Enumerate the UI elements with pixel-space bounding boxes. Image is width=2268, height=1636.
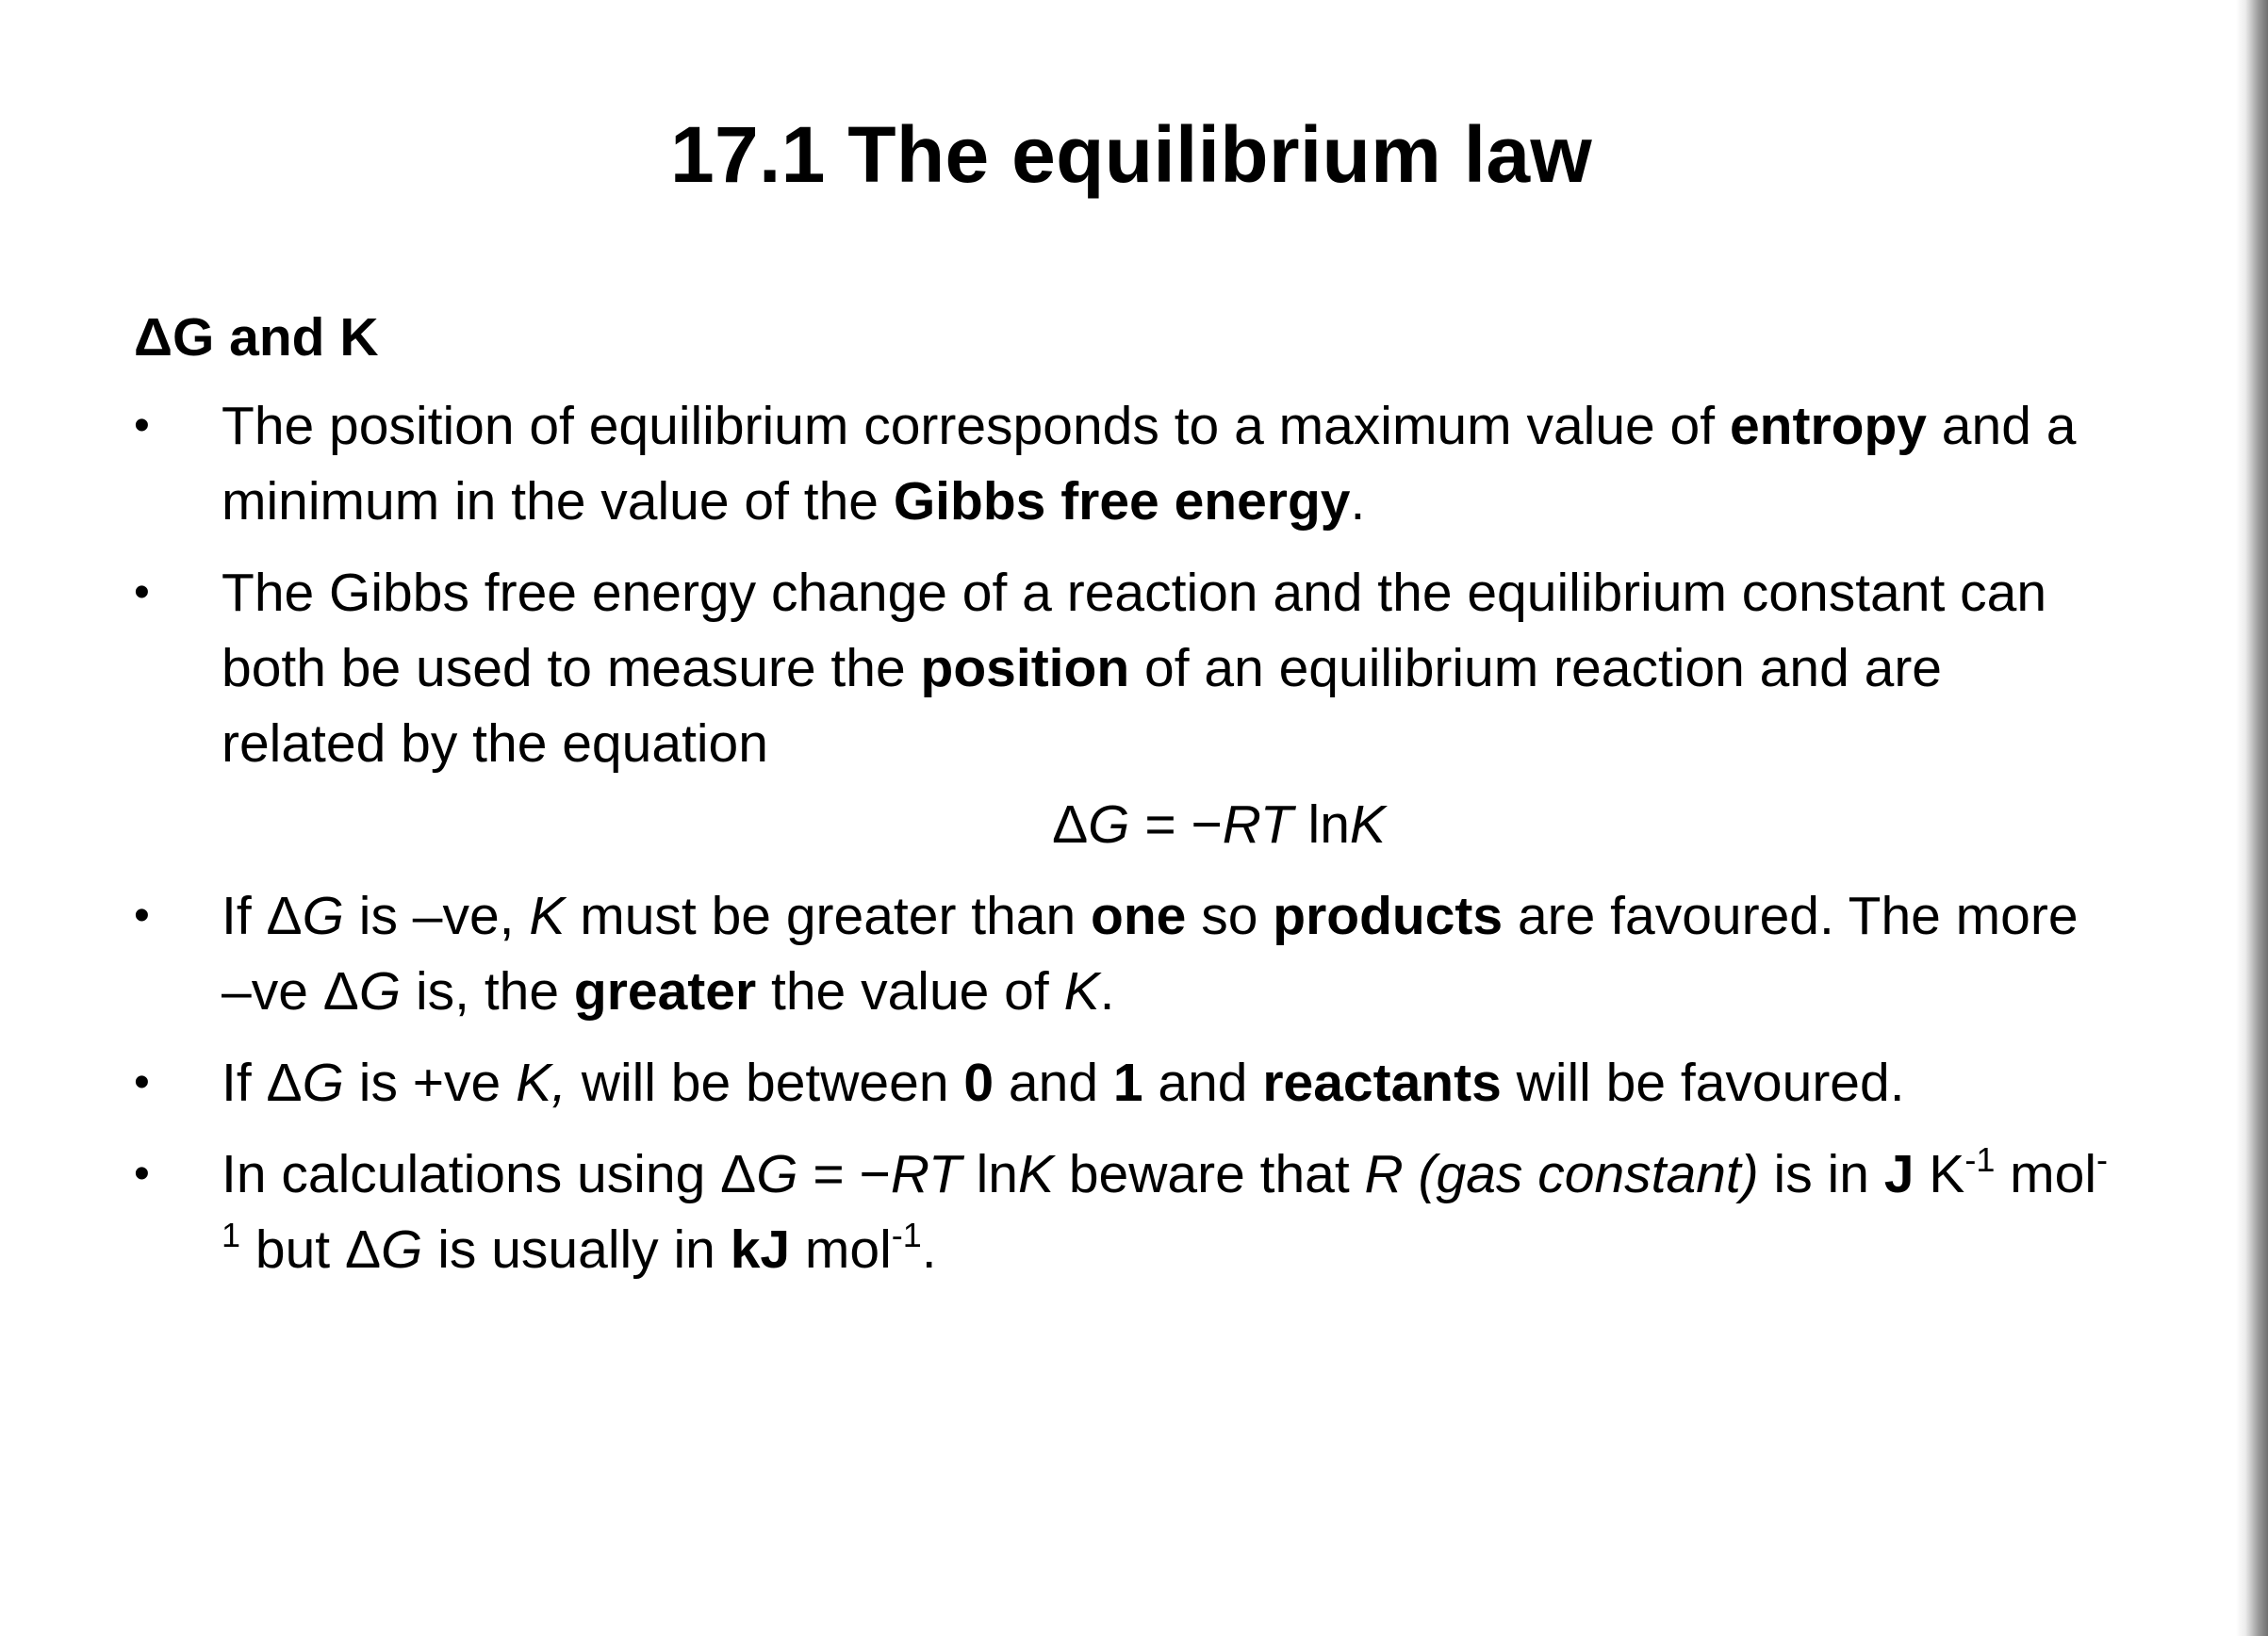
- bullet-text: is usually in: [422, 1219, 731, 1280]
- bullet-text: beware that: [1054, 1144, 1365, 1204]
- italic-gas-constant: R (gas constant): [1364, 1144, 1759, 1204]
- bullet-item-entropy: [134, 388, 2113, 539]
- bullet-text: .: [921, 1219, 937, 1280]
- bold-term-zero: 0: [963, 1053, 994, 1113]
- bullet-text: will be between: [566, 1053, 964, 1113]
- bold-term-gibbs-free-energy: Gibbs free energy: [893, 471, 1351, 532]
- italic-symbol: G: [756, 1144, 798, 1204]
- equation-k: K: [1349, 794, 1386, 855]
- bullet-icon: •: [134, 1057, 150, 1107]
- bold-term-entropy: entropy: [1729, 396, 1927, 456]
- italic-symbol: G: [381, 1219, 423, 1280]
- bullet-item-negative-delta-g: [134, 878, 2113, 1029]
- bullet-icon: •: [134, 401, 150, 450]
- bold-term-position: position: [920, 638, 1130, 698]
- equation-rt: RT: [1222, 794, 1293, 855]
- bullet-text: but Δ: [240, 1219, 382, 1280]
- bullet-icon: •: [134, 567, 150, 617]
- bullet-list: [134, 388, 2113, 1303]
- bullet-item-units: [134, 1137, 2113, 1287]
- bullet-item-positive-delta-g: [134, 1045, 2113, 1121]
- bold-unit-j: J: [1883, 1144, 1915, 1204]
- equation-g: G: [1088, 794, 1130, 855]
- bullet-text: K: [1914, 1144, 1965, 1204]
- equation-ln: ln: [1292, 794, 1350, 855]
- bullet-text: will be favoured.: [1501, 1053, 1905, 1113]
- bullet-text: of an equilibrium reaction and are related by the equation: [222, 638, 1943, 774]
- bullet-text: If Δ: [222, 886, 303, 946]
- italic-symbol: RT: [890, 1144, 961, 1204]
- italic-symbol: K: [1063, 961, 1100, 1022]
- bullet-text: and: [1142, 1053, 1263, 1113]
- bold-term-products: products: [1273, 886, 1504, 946]
- bullet-text: is, the: [401, 961, 574, 1022]
- italic-symbol: K: [1017, 1144, 1054, 1204]
- italic-symbol: G: [358, 961, 402, 1022]
- bullet-text: is in: [1758, 1144, 1884, 1204]
- bullet-text: is +ve: [343, 1053, 517, 1113]
- bullet-text: mol: [790, 1219, 892, 1280]
- bullet-text: and: [994, 1053, 1113, 1113]
- bullet-text: so: [1186, 886, 1274, 946]
- bullet-item-position: [134, 555, 2113, 862]
- bold-term-greater: greater: [573, 961, 757, 1022]
- superscript: -1: [891, 1216, 922, 1254]
- bullet-text: The Gibbs free energy change of a reaction and the equilibrium constant can both be used to measure the: [222, 563, 2047, 698]
- bullet-text: and a minimum in the value of the: [222, 396, 2077, 532]
- equation-delta: Δ: [1052, 794, 1089, 855]
- bullet-text: are favoured. The more –ve Δ: [222, 886, 2079, 1022]
- bold-term-one: one: [1091, 886, 1187, 946]
- bullet-text: .: [1350, 471, 1366, 532]
- italic-symbol: K: [529, 886, 566, 946]
- superscript: -1: [1964, 1140, 1996, 1179]
- section-heading: ΔG and K: [134, 307, 379, 368]
- bullet-text: .: [1099, 961, 1115, 1022]
- equation-equals: = −: [1129, 794, 1223, 855]
- bullet-text: ln: [961, 1144, 1018, 1204]
- bullet-icon: •: [134, 1149, 150, 1199]
- bullet-text: mol: [1995, 1144, 2097, 1204]
- superscript: -1: [222, 1140, 2109, 1254]
- bullet-text: If Δ: [222, 1053, 303, 1113]
- bullet-text: = −: [797, 1144, 891, 1204]
- italic-symbol: G: [302, 886, 344, 946]
- bold-unit-kj: kJ: [730, 1219, 791, 1280]
- bullet-icon: •: [134, 891, 150, 941]
- equation: [88, 787, 2268, 862]
- italic-symbol: K,: [516, 1053, 567, 1113]
- bullet-text: the value of: [756, 961, 1064, 1022]
- bold-term-one: 1: [1112, 1053, 1143, 1113]
- slide-title: 17.1 The equilibrium law: [669, 110, 1593, 199]
- bullet-text: must be greater than: [565, 886, 1092, 946]
- bullet-text: In calculations using Δ: [222, 1144, 757, 1204]
- bullet-text: is –ve,: [343, 886, 530, 946]
- italic-symbol: G: [302, 1053, 344, 1113]
- window-edge-shadow: [2236, 0, 2268, 1636]
- bold-term-reactants: reactants: [1262, 1053, 1502, 1113]
- bullet-text: The position of equilibrium corresponds to a maximum value of: [222, 396, 1730, 456]
